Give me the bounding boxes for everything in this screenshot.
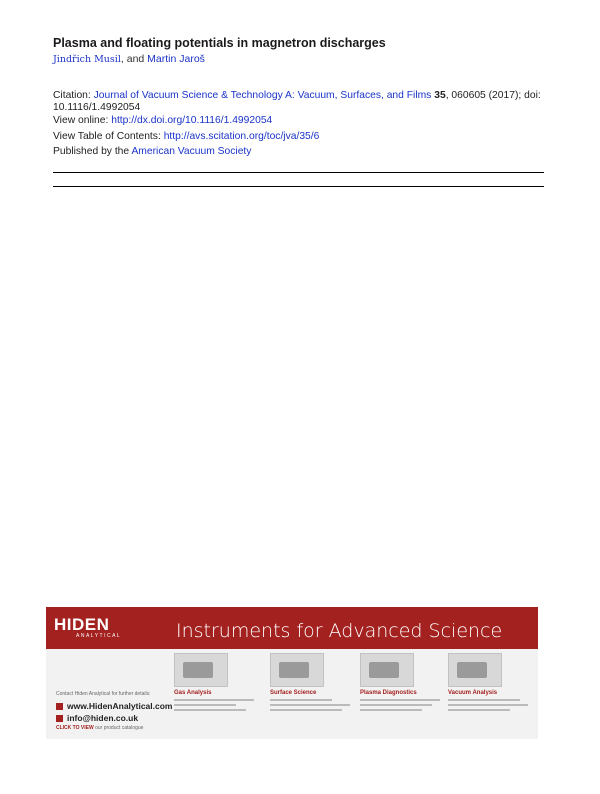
citation-line <box>53 90 548 114</box>
product-name: Plasma Diagnostics <box>360 690 417 696</box>
toc-label: View Table of Contents: <box>53 131 161 142</box>
author-link-jaros[interactable]: Martin Jaroš <box>147 53 205 65</box>
product-plasma-diagnostics[interactable] <box>360 653 450 711</box>
publisher-link[interactable]: American Vacuum Society <box>131 146 252 157</box>
citation-rest: , 060605 (2017); doi: 10.1116/1.4992054 <box>53 90 541 113</box>
vacuum-analysis-image <box>448 653 502 687</box>
surface-science-image <box>270 653 324 687</box>
author-link-musil[interactable]: Jindřich Musil <box>53 54 121 65</box>
ad-slogan: Instruments for Advanced Science <box>176 620 503 642</box>
hiden-logo-subtext: ANALYTICAL <box>76 633 122 639</box>
plasma-diagnostics-image <box>360 653 414 687</box>
product-surface-science[interactable] <box>270 653 360 711</box>
click-label: CLICK TO VIEW <box>56 725 94 731</box>
view-online-label: View online: <box>53 115 109 126</box>
hiden-logo-text: HIDEN <box>54 615 110 634</box>
paper-title: Plasma and floating potentials in magnetron discharges <box>53 36 386 50</box>
publisher-label: Published by the <box>53 146 130 157</box>
email-icon <box>56 715 63 722</box>
ad-body <box>46 649 538 739</box>
catalogue-link[interactable] <box>56 725 143 731</box>
divider-bottom <box>53 186 544 187</box>
product-name: Surface Science <box>270 690 317 696</box>
product-name: Vacuum Analysis <box>448 690 498 696</box>
ad-web-text: www.HidenAnalytical.com <box>67 701 173 711</box>
publisher-line <box>53 146 548 158</box>
hiden-advertisement[interactable] <box>46 607 538 739</box>
product-name: Gas Analysis <box>174 690 212 696</box>
web-icon <box>56 703 63 710</box>
divider-top <box>53 172 544 173</box>
ad-web-link[interactable] <box>56 701 173 711</box>
citation-volume: 35 <box>434 90 446 101</box>
hiden-logo <box>54 617 121 639</box>
product-vacuum-analysis[interactable] <box>448 653 538 711</box>
author-list <box>53 53 205 65</box>
view-online-line <box>53 115 548 127</box>
doi-link[interactable]: http://dx.doi.org/10.1116/1.4992054 <box>111 115 273 126</box>
ad-banner <box>46 607 538 649</box>
toc-link[interactable]: http://avs.scitation.org/toc/jva/35/6 <box>163 131 320 142</box>
click-rest: our product catalogue <box>95 725 144 731</box>
ad-email-text: info@hiden.co.uk <box>67 713 139 723</box>
product-gas-analysis[interactable] <box>174 653 264 711</box>
citation-label: Citation: <box>53 90 91 101</box>
toc-line <box>53 131 548 143</box>
author-separator: , and <box>120 53 148 65</box>
ad-email-link[interactable] <box>56 713 138 723</box>
contact-lead: Contact Hiden Analytical for further details: <box>56 691 151 697</box>
gas-analysis-image <box>174 653 228 687</box>
journal-link[interactable]: Journal of Vacuum Science & Technology A: Vacuum, Surfaces, and Films <box>93 90 432 101</box>
